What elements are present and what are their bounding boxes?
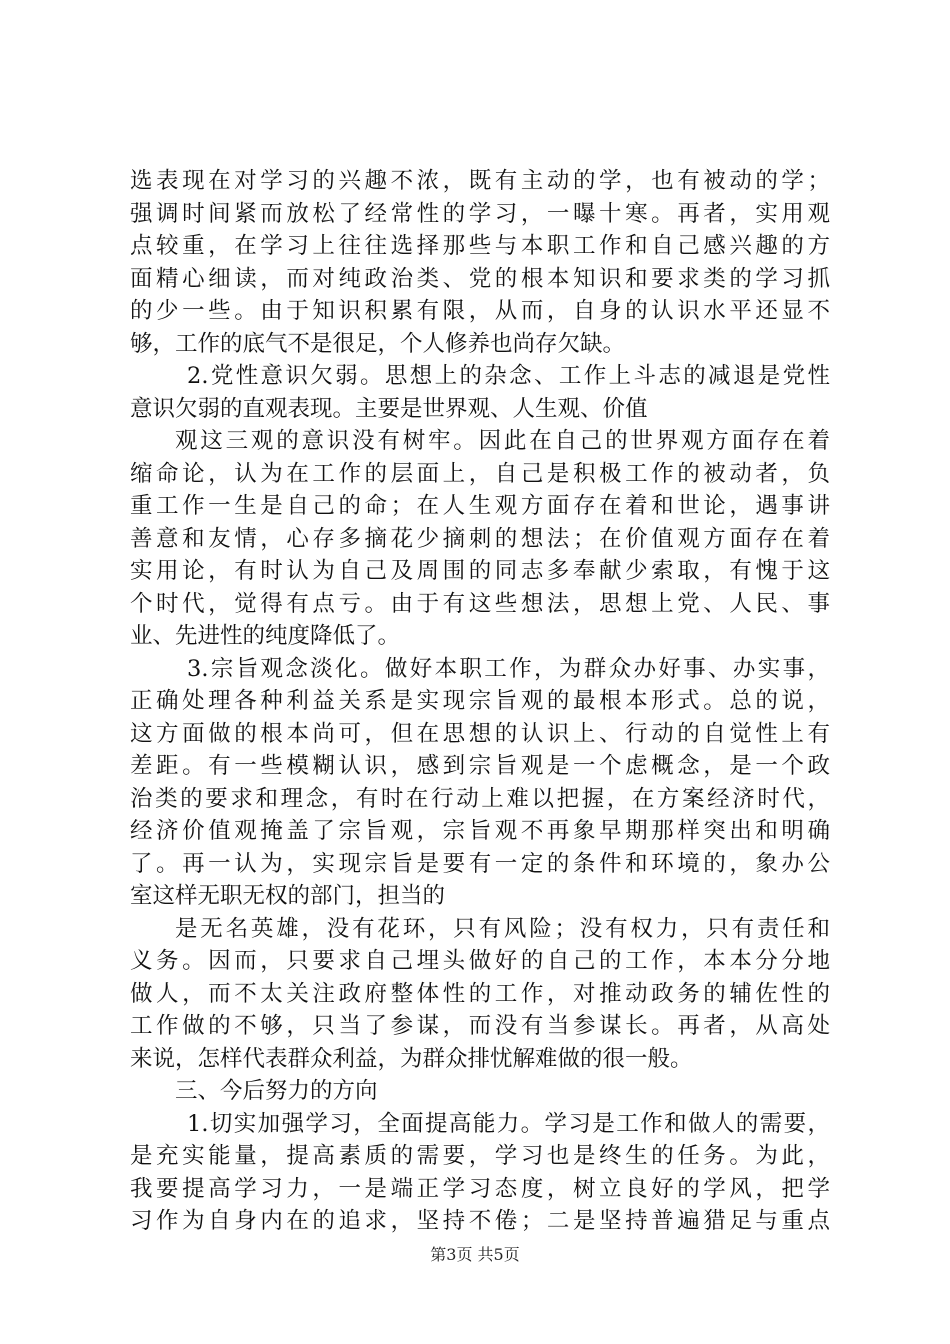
text-line: 是充实能量，提高素质的需要，学习也是终生的任务。为此， <box>130 1143 830 1169</box>
text-line: 是无名英雄，没有花环，只有风险；没有权力，只有责任和 <box>175 915 830 942</box>
text-line: 做人，而不太关注政府整体性的工作，对推动政务的辅佐性的 <box>130 980 830 1007</box>
text-line: 了。再一认为，实现宗旨是要有一定的条件和环境的，象办公 <box>130 850 830 877</box>
text-line: 重工作一生是自己的命；在人生观方面存在着和世论，遇事讲 <box>130 493 830 519</box>
page-number: 第3页 共5页 <box>430 1245 520 1264</box>
text-line: 工作做的不够，只当了参谋，而没有当参谋长。再者，从高处 <box>130 1013 830 1039</box>
page-footer <box>0 1245 950 1265</box>
text-line: 业、先进性的纯度降低了。 <box>130 623 401 649</box>
text-line: 实用论，有时认为自己及周围的同志多奉献少索取，有愧于这 <box>130 558 830 584</box>
text-line: 这方面做的根本尚可，但在思想的认识上、行动的自觉性上有 <box>130 720 830 747</box>
text-line: 观这三观的意识没有树牢。因此在自己的世界观方面存在着 <box>175 428 830 454</box>
text-line: 的少一些。由于知识积累有限，从而，自身的认识水平还显不 <box>130 298 830 324</box>
text-line: 经济价值观掩盖了宗旨观，宗旨观不再象早期那样突出和明确 <box>130 818 830 844</box>
section-heading: 三、今后努力的方向 <box>175 1078 378 1104</box>
text-line: 室这样无职无权的部门，担当的 <box>130 883 446 909</box>
paragraph-heading-3: 3.宗旨观念淡化。做好本职工作，为群众办好事、办实事， <box>187 655 830 682</box>
text-line: 选表现在对学习的兴趣不浓，既有主动的学，也有被动的学； <box>130 168 830 194</box>
text-line: 我要提高学习力，一是端正学习态度，树立良好的学风，把学 <box>130 1175 830 1202</box>
text-line: 善意和友情，心存多摘花少摘刺的想法；在价值观方面存在着 <box>130 525 830 552</box>
paragraph-heading-2: 2.党性意识欠弱。思想上的杂念、工作上斗志的减退是党性 <box>187 363 830 389</box>
text-line: 够，工作的底气不是很足，个人修养也尚存欠缺。 <box>130 330 626 357</box>
text-line: 点较重，在学习上往往选择那些与本职工作和自己感兴趣的方 <box>130 233 830 259</box>
text-line: 意识欠弱的直观表现。主要是世界观、人生观、价值 <box>130 395 648 422</box>
text-line: 强调时间紧而放松了经常性的学习，一曝十寒。再者，实用观 <box>130 200 830 227</box>
text-line: 正确处理各种利益关系是实现宗旨观的最根本形式。总的说， <box>130 688 830 714</box>
text-line: 习作为自身内在的追求，坚持不倦；二是坚持普遍猎足与重点 <box>130 1208 830 1234</box>
text-line: 缩命论，认为在工作的层面上，自己是积极工作的被动者，负 <box>130 460 830 487</box>
text-line: 治类的要求和理念，有时在行动上难以把握，在方案经济时代， <box>130 785 830 812</box>
text-line: 面精心细读，而对纯政治类、党的根本知识和要求类的学习抓 <box>130 265 830 292</box>
text-line: 差距。有一些模糊认识，感到宗旨观是一个虑概念，是一个政 <box>130 753 830 779</box>
text-line: 个时代，觉得有点亏。由于有这些想法，思想上党、人民、事 <box>130 590 830 617</box>
text-line: 来说，怎样代表群众利益，为群众排忧解难做的很一般。 <box>130 1045 693 1072</box>
text-line: 义务。因而，只要求自己埋头做好的自己的工作，本本分分地 <box>130 948 830 974</box>
paragraph-heading-1: 1.切实加强学习，全面提高能力。学习是工作和做人的需要， <box>187 1110 830 1137</box>
body-text <box>130 165 830 1238</box>
